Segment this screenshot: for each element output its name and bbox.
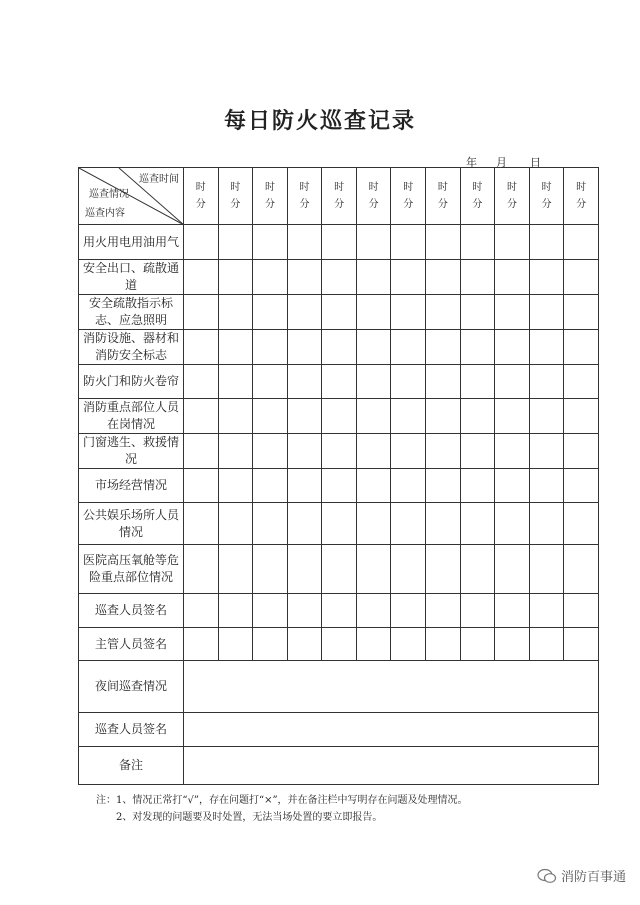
check-cell[interactable] [356,330,391,365]
hour-label: 时 [472,182,483,193]
check-cell[interactable] [287,545,322,594]
watermark-text: 消防百事通 [560,870,626,885]
header-row [79,168,599,225]
row-label: 门窗逃生、救援情况 [79,434,184,469]
check-cell[interactable] [218,628,253,661]
check-cell[interactable] [218,260,253,295]
table-row [79,365,599,399]
table-row [79,434,599,469]
check-cell[interactable] [391,503,426,545]
check-cell[interactable] [287,503,322,545]
time-header-cell [564,168,599,225]
check-cell[interactable] [495,503,530,545]
check-cell[interactable] [253,434,288,469]
check-cell[interactable] [184,469,219,503]
note-2: 2、对发现的问题要及时处置，无法当场处置的要立即报告。 [116,812,383,823]
check-cell[interactable] [287,434,322,469]
footer-row [79,747,599,785]
check-cell[interactable] [218,594,253,628]
check-cell[interactable] [253,469,288,503]
check-cell[interactable] [564,628,599,661]
check-cell[interactable] [184,225,219,260]
row-label: 市场经营情况 [79,469,184,503]
footer-row-label: 夜间巡查情况 [79,661,184,713]
hour-label: 时 [403,182,414,193]
check-cell[interactable] [495,434,530,469]
check-cell[interactable] [564,434,599,469]
minute-label: 分 [299,199,310,210]
check-cell[interactable] [322,545,357,594]
check-cell[interactable] [218,330,253,365]
check-cell[interactable] [495,295,530,330]
check-cell[interactable] [184,434,219,469]
row-label: 公共娱乐场所人员情况 [79,503,184,545]
check-cell[interactable] [322,628,357,661]
time-header-cell [391,168,426,225]
table-row [79,330,599,365]
check-cell[interactable] [564,503,599,545]
check-cell[interactable] [426,628,461,661]
table-row [79,225,599,260]
check-cell[interactable] [426,594,461,628]
table-row [79,503,599,545]
check-cell[interactable] [218,225,253,260]
footer-entry-cell[interactable] [184,713,599,747]
footer-row [79,713,599,747]
time-header-cell [322,168,357,225]
check-cell[interactable] [218,365,253,399]
patrol-content-label: 巡查内容 [85,208,125,219]
time-header-cell [184,168,219,225]
minute-label: 分 [195,199,206,210]
check-cell[interactable] [253,330,288,365]
check-cell[interactable] [253,225,288,260]
check-cell[interactable] [426,365,461,399]
check-cell[interactable] [426,260,461,295]
check-cell[interactable] [287,594,322,628]
table-row [79,260,599,295]
check-cell[interactable] [460,295,495,330]
row-label: 主管人员签名 [79,628,184,661]
check-cell[interactable] [253,545,288,594]
check-cell[interactable] [184,545,219,594]
check-cell[interactable] [529,225,564,260]
check-cell[interactable] [322,503,357,545]
row-label: 安全出口、疏散通道 [79,260,184,295]
check-cell[interactable] [287,469,322,503]
minute-label: 分 [472,199,483,210]
check-cell[interactable] [356,260,391,295]
check-cell[interactable] [356,594,391,628]
table-row [79,295,599,330]
check-cell[interactable] [564,545,599,594]
check-cell[interactable] [356,545,391,594]
check-cell[interactable] [426,295,461,330]
time-header-cell [356,168,391,225]
table-row [79,594,599,628]
check-cell[interactable] [564,399,599,434]
check-cell[interactable] [495,330,530,365]
hour-label: 时 [368,182,379,193]
check-cell[interactable] [529,434,564,469]
check-cell[interactable] [495,628,530,661]
row-label: 安全疏散指示标志、应急照明 [79,295,184,330]
wechat-icon [537,868,557,884]
check-cell[interactable] [564,330,599,365]
check-cell[interactable] [322,399,357,434]
check-cell[interactable] [564,594,599,628]
time-header-cell [495,168,530,225]
check-cell[interactable] [391,365,426,399]
time-header-cell [218,168,253,225]
minute-label: 分 [334,199,345,210]
check-cell[interactable] [322,225,357,260]
document-title: 每日防火巡查记录 [223,109,416,134]
check-cell[interactable] [287,260,322,295]
check-cell[interactable] [218,503,253,545]
check-cell[interactable] [218,295,253,330]
check-cell[interactable] [460,260,495,295]
check-cell[interactable] [391,469,426,503]
time-header-cell [426,168,461,225]
check-cell[interactable] [322,434,357,469]
check-cell[interactable] [460,545,495,594]
hour-label: 时 [541,182,552,193]
check-cell[interactable] [218,434,253,469]
row-label: 医院高压氧舱等危险重点部位情况 [79,545,184,594]
hour-label: 时 [576,182,587,193]
time-header-cell [287,168,322,225]
hour-label: 时 [334,182,345,193]
footer-row [79,661,599,713]
check-cell[interactable] [460,399,495,434]
check-cell[interactable] [460,434,495,469]
check-cell[interactable] [253,503,288,545]
row-label: 巡查人员签名 [79,594,184,628]
check-cell[interactable] [495,594,530,628]
check-cell[interactable] [356,365,391,399]
check-cell[interactable] [322,260,357,295]
check-cell[interactable] [218,399,253,434]
check-cell[interactable] [564,365,599,399]
check-cell[interactable] [287,365,322,399]
minute-label: 分 [541,199,552,210]
footer-row-label: 备注 [79,747,184,785]
notes [96,792,468,826]
check-cell[interactable] [287,225,322,260]
check-cell[interactable] [184,295,219,330]
check-cell[interactable] [184,399,219,434]
check-cell[interactable] [529,469,564,503]
check-cell[interactable] [356,434,391,469]
check-cell[interactable] [391,545,426,594]
patrol-time-label: 巡查时间 [139,174,179,185]
watermark [537,866,626,885]
check-cell[interactable] [253,260,288,295]
time-header-cell [253,168,288,225]
minute-label: 分 [403,199,414,210]
check-cell[interactable] [184,330,219,365]
check-cell[interactable] [529,399,564,434]
check-cell[interactable] [529,503,564,545]
check-cell[interactable] [426,469,461,503]
check-cell[interactable] [253,594,288,628]
check-cell[interactable] [529,295,564,330]
footer-row-label: 巡查人员签名 [79,713,184,747]
check-cell[interactable] [356,628,391,661]
row-label: 防火门和防火卷帘 [79,365,184,399]
check-cell[interactable] [391,594,426,628]
check-cell[interactable] [253,399,288,434]
check-cell[interactable] [356,295,391,330]
check-cell[interactable] [529,330,564,365]
check-cell[interactable] [322,330,357,365]
check-cell[interactable] [529,594,564,628]
check-cell[interactable] [287,330,322,365]
row-label: 消防设施、器材和消防安全标志 [79,330,184,365]
minute-label: 分 [368,199,379,210]
check-cell[interactable] [426,545,461,594]
check-cell[interactable] [391,225,426,260]
check-cell[interactable] [356,469,391,503]
check-cell[interactable] [287,295,322,330]
check-cell[interactable] [356,225,391,260]
check-cell[interactable] [218,469,253,503]
check-cell[interactable] [495,545,530,594]
check-cell[interactable] [495,469,530,503]
minute-label: 分 [576,199,587,210]
check-cell[interactable] [529,628,564,661]
check-cell[interactable] [322,365,357,399]
time-header-cell [529,168,564,225]
row-label: 用火用电用油用气 [79,225,184,260]
check-cell[interactable] [426,434,461,469]
table-row [79,628,599,661]
check-cell[interactable] [564,260,599,295]
check-cell[interactable] [426,399,461,434]
footer-entry-cell[interactable] [184,661,599,713]
check-cell[interactable] [253,628,288,661]
check-cell[interactable] [391,628,426,661]
diagonal-header-cell [79,168,184,225]
patrol-situation-label: 巡查情况 [89,189,129,200]
check-cell[interactable] [529,545,564,594]
check-cell[interactable] [564,225,599,260]
minute-label: 分 [264,199,275,210]
check-cell[interactable] [460,628,495,661]
check-cell[interactable] [460,225,495,260]
date-year: 年 [466,156,477,169]
check-cell[interactable] [391,434,426,469]
check-cell[interactable] [460,469,495,503]
check-cell[interactable] [356,399,391,434]
date-month: 月 [496,156,507,169]
table-row [79,469,599,503]
hour-label: 时 [299,182,310,193]
check-cell[interactable] [564,469,599,503]
check-cell[interactable] [184,365,219,399]
check-cell[interactable] [391,330,426,365]
check-cell[interactable] [391,260,426,295]
check-cell[interactable] [426,225,461,260]
check-cell[interactable] [426,503,461,545]
footer-entry-cell[interactable] [184,747,599,785]
date-day: 日 [530,156,541,169]
check-cell[interactable] [322,295,357,330]
check-cell[interactable] [495,225,530,260]
table-row [79,399,599,434]
check-cell[interactable] [391,399,426,434]
row-label: 消防重点部位人员在岗情况 [79,399,184,434]
hour-label: 时 [506,182,517,193]
minute-label: 分 [506,199,517,210]
check-cell[interactable] [529,365,564,399]
check-cell[interactable] [253,365,288,399]
hour-label: 时 [264,182,275,193]
table-row [79,545,599,594]
patrol-record-table [78,167,599,785]
hour-label: 时 [437,182,448,193]
check-cell[interactable] [218,545,253,594]
check-cell[interactable] [322,594,357,628]
hour-label: 时 [195,182,206,193]
check-cell[interactable] [564,295,599,330]
check-cell[interactable] [495,399,530,434]
check-cell[interactable] [287,628,322,661]
time-header-cell [460,168,495,225]
check-cell[interactable] [426,330,461,365]
check-cell[interactable] [460,330,495,365]
minute-label: 分 [230,199,241,210]
check-cell[interactable] [184,628,219,661]
check-cell[interactable] [460,365,495,399]
check-cell[interactable] [460,503,495,545]
check-cell[interactable] [495,365,530,399]
check-cell[interactable] [287,399,322,434]
check-cell[interactable] [460,594,495,628]
check-cell[interactable] [356,503,391,545]
note-1: 注：1、情况正常打“√”，存在问题打“×”，并在备注栏中写明存在问题及处理情况。 [96,795,468,806]
check-cell[interactable] [529,260,564,295]
check-cell[interactable] [495,260,530,295]
check-cell[interactable] [184,503,219,545]
check-cell[interactable] [184,594,219,628]
hour-label: 时 [230,182,241,193]
check-cell[interactable] [253,295,288,330]
check-cell[interactable] [184,260,219,295]
check-cell[interactable] [322,469,357,503]
check-cell[interactable] [391,295,426,330]
minute-label: 分 [437,199,448,210]
